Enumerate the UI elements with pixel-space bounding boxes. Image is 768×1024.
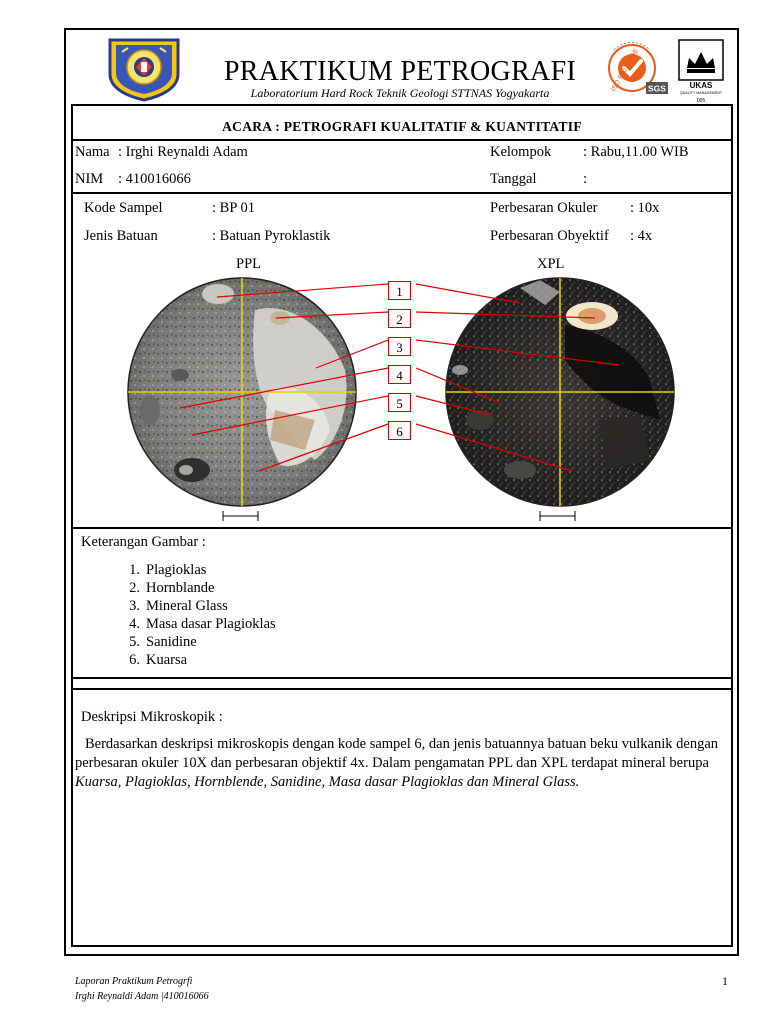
svg-text:005: 005 xyxy=(696,98,706,104)
nim-label: NIM xyxy=(75,171,104,187)
footer-author: Irghi Reynaldi Adam |410016066 xyxy=(75,991,209,1002)
svg-text:UKAS: UKAS xyxy=(689,81,713,90)
acara-heading: ACARA : PETROGRAFI KUALITATIF & KUANTITATIF xyxy=(222,119,582,134)
svg-text:QUALITY MANAGEMENT: QUALITY MANAGEMENT xyxy=(679,91,723,95)
marker-5: 5 xyxy=(388,393,411,412)
list-item: 6. Kuarsa xyxy=(129,652,188,668)
list-item: 3. Mineral Glass xyxy=(129,598,228,614)
marker-2: 2 xyxy=(388,309,411,328)
divider-acara xyxy=(71,139,733,141)
sgs-certification-logo xyxy=(604,40,670,102)
perbesaran-okuler-value: : 10x xyxy=(630,200,660,216)
scale-bars xyxy=(223,511,575,521)
divider-keterangan-bottom xyxy=(71,688,733,690)
jenis-batuan-value: : Batuan Pyroklastik xyxy=(212,228,331,244)
keterangan-heading: Keterangan Gambar : xyxy=(81,534,206,550)
list-item: 1. Plagioklas xyxy=(129,562,207,578)
xpl-micrograph xyxy=(440,270,690,520)
svg-text:SGS: SGS xyxy=(648,83,666,94)
perbesaran-obyektif-label: Perbesaran Obyektif xyxy=(490,228,609,244)
marker-3: 3 xyxy=(388,337,411,356)
perbesaran-okuler-label: Perbesaran Okuler xyxy=(490,200,598,216)
page-number: 1 xyxy=(722,974,728,988)
deskripsi-minerals: Kuarsa, Plagioklas, Hornblende, Sanidine, Masa dasar Plagioklas dan Mineral Glass. xyxy=(75,774,580,790)
svg-text:ISO 9001:2008: ISO 9001:2008 xyxy=(610,48,640,93)
ppl-label: PPL xyxy=(236,256,261,272)
marker-1: 1 xyxy=(388,281,411,300)
deskripsi-paragraph xyxy=(75,735,727,792)
keterangan-list xyxy=(118,561,276,669)
deskripsi-text: Berdasarkan deskripsi mikroskopis dengan kode sampel 6, dan jenis batuannya batuan beku vulkanik dengan perbesaran okuler 10X dan perbesaran objektif 4x. Dalam pengamatan PPL dan XPL terdapat mineral berupa xyxy=(75,736,719,771)
tanggal-label: Tanggal xyxy=(490,171,537,187)
list-item: 2. Hornblande xyxy=(129,580,215,596)
nim-value: : 410016066 xyxy=(118,171,191,187)
kelompok-value: : Rabu,11.00 WIB xyxy=(583,144,689,160)
list-item: 5. Sanidine xyxy=(129,634,197,650)
tanggal-value: : xyxy=(583,171,588,187)
deskripsi-heading: Deskripsi Mikroskopik : xyxy=(81,709,223,725)
list-item: 4. Masa dasar Plagioklas xyxy=(129,616,276,632)
divider-info xyxy=(71,192,733,194)
marker-4: 4 xyxy=(388,365,411,384)
institution-logo xyxy=(104,36,184,102)
ukas-logo xyxy=(677,38,725,104)
marker-6: 6 xyxy=(388,421,411,440)
kelompok-label: Kelompok xyxy=(490,144,552,160)
kode-sampel-value: : BP 01 xyxy=(212,200,255,216)
jenis-batuan-label: Jenis Batuan xyxy=(84,228,158,244)
xpl-label: XPL xyxy=(537,256,565,272)
divider-images xyxy=(71,527,733,529)
divider-keterangan-top xyxy=(71,677,733,679)
perbesaran-obyektif-value: : 4x xyxy=(630,228,653,244)
nama-value: : Irghi Reynaldi Adam xyxy=(118,144,248,160)
page-subtitle: Laboratorium Hard Rock Teknik Geologi STTNAS Yogyakarta xyxy=(250,86,550,100)
kode-sampel-label: Kode Sampel xyxy=(84,200,163,216)
page-title: PRAKTIKUM PETROGRAFI xyxy=(223,56,577,87)
nama-label: Nama xyxy=(75,144,110,160)
footer-report-title: Laporan Praktikum Petrogrfi xyxy=(75,976,193,987)
